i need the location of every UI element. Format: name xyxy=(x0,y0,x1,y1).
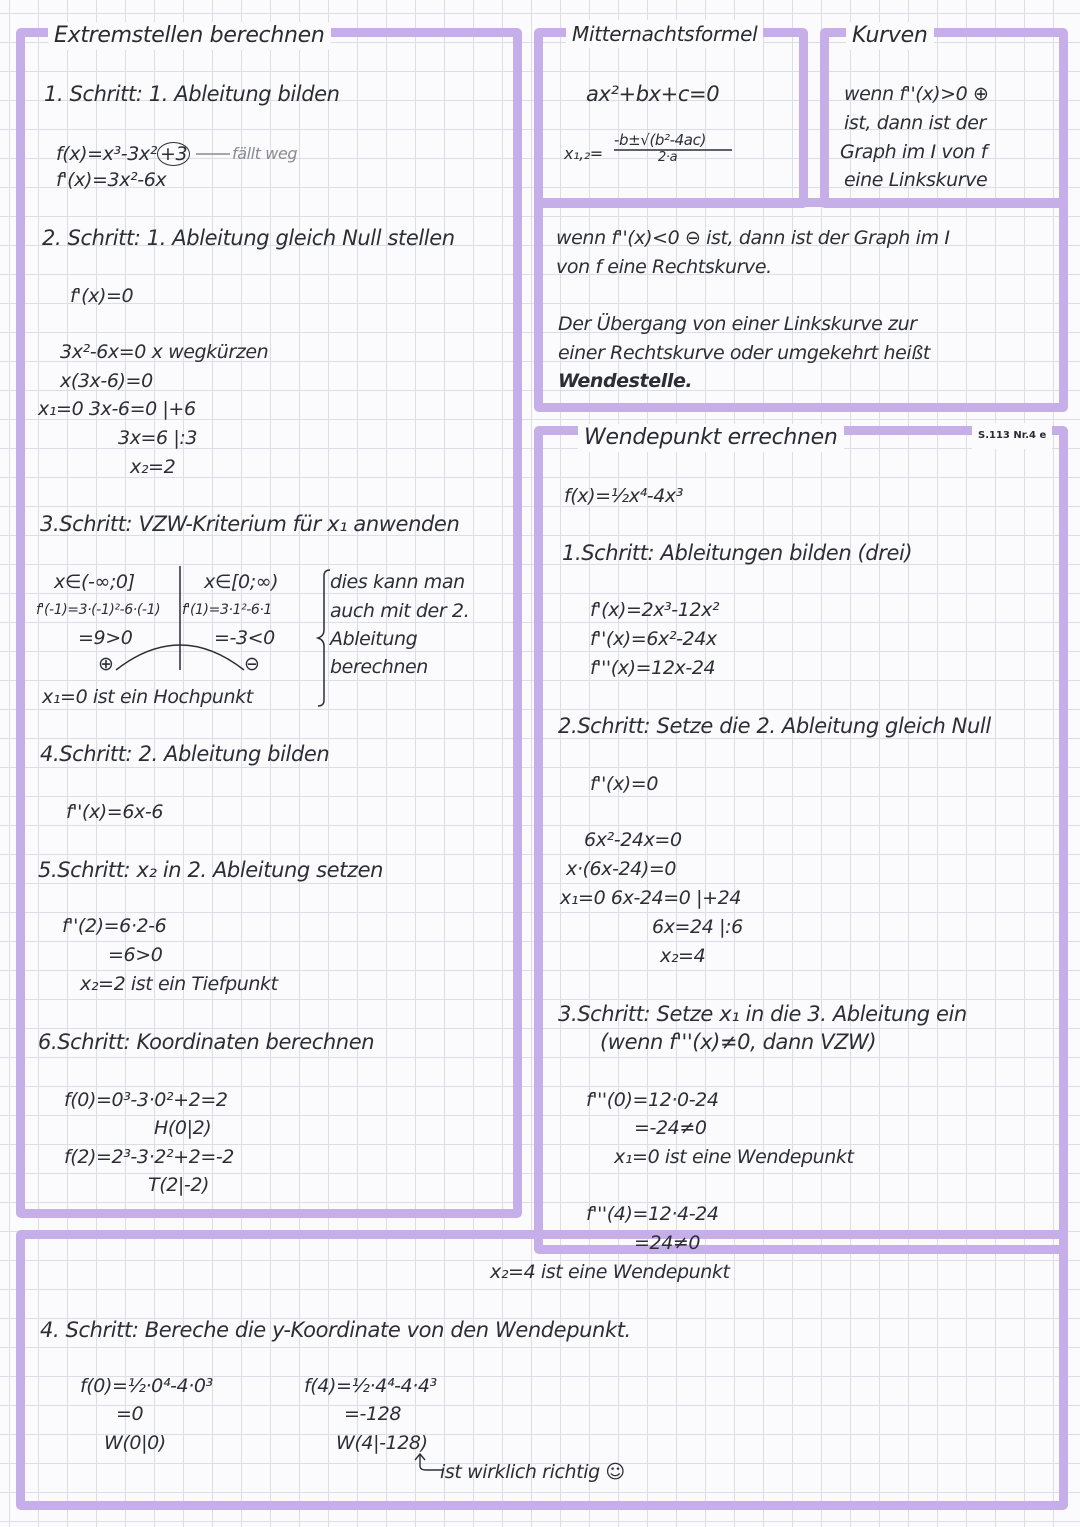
vzw-minus-sign: ⊖ xyxy=(244,653,260,675)
ex-function-constant: +3 xyxy=(157,142,190,166)
bottom-b-line1: f(4)=½·4⁴-4·4³ xyxy=(304,1375,437,1397)
uebergang-line1: Der Übergang von einer Linkskurve zur xyxy=(558,313,917,335)
ex-s5-line1: f''(2)=6·2-6 xyxy=(62,915,167,937)
ex-s6-line3: f(2)=2³-3·2²+2=-2 xyxy=(64,1146,234,1168)
bottom-a-line1: f(0)=½·0⁴-4·0³ xyxy=(80,1375,213,1397)
vzw-note-line4: berechnen xyxy=(330,656,428,678)
vzw-sketch xyxy=(30,560,330,700)
ex-s6-line2: H(0|2) xyxy=(154,1117,212,1139)
ex-note-connector xyxy=(196,150,236,160)
vzw-note-line2: auch mit der 2. xyxy=(330,600,470,622)
ex-s6-line4: T(2|-2) xyxy=(148,1174,210,1196)
ex-s5-line2: =6>0 xyxy=(108,944,163,966)
wp-s3-line4: f'''(4)=12·4-24 xyxy=(586,1203,719,1225)
mf-numerator: -b±√(b²-4ac) xyxy=(614,131,706,149)
ex-step3: 3.Schritt: VZW-Kriterium für x₁ anwenden xyxy=(40,512,460,536)
wp-step1: 1.Schritt: Ableitungen bilden (drei) xyxy=(562,541,913,565)
mf-denominator: 2·a xyxy=(658,150,678,165)
vzw-note-line3: Ableitung xyxy=(330,628,418,650)
ex-derivative1: f'(x)=3x²-6x xyxy=(56,169,167,191)
rechtskurve-line2: von f eine Rechtskurve. xyxy=(556,256,772,278)
mf-lhs: x₁,₂= xyxy=(564,144,603,163)
wp-s3-line5: =24≠0 xyxy=(634,1232,701,1254)
bottom-a-line2: =0 xyxy=(116,1403,144,1425)
ex-s2-line3: x(3x-6)=0 xyxy=(60,370,153,392)
wendepunkt-title: Wendepunkt errechnen xyxy=(578,424,844,452)
vzw-right-result: =-3<0 xyxy=(214,627,275,649)
kurven-line1: wenn f''(x)>0 ⊕ xyxy=(844,83,989,105)
extremstellen-title: Extremstellen berechnen xyxy=(48,22,331,50)
vzw-right-calc: f'(1)=3·1²-6·1 xyxy=(182,602,272,618)
vzw-left-interval: x∈(-∞;0] xyxy=(54,571,135,593)
mf-equation: ax²+bx+c=0 xyxy=(586,82,720,106)
wp-derivative2: f''(x)=6x²-24x xyxy=(590,628,717,650)
vzw-plus-sign: ⊕ xyxy=(98,653,114,675)
wp-function: f(x)=½x⁴-4x³ xyxy=(564,485,683,507)
wp-step3-line2: (wenn f'''(x)≠0, dann VZW) xyxy=(600,1030,877,1054)
wp-s3-line1: f'''(0)=12·0-24 xyxy=(586,1089,719,1111)
ex-step2: 2. Schritt: 1. Ableitung gleich Null stellen xyxy=(42,226,455,250)
wendestelle-term: Wendestelle. xyxy=(558,370,693,392)
ex-s5-line3: x₂=2 ist ein Tiefpunkt xyxy=(80,973,278,995)
bottom-a-line3: W(0|0) xyxy=(104,1432,166,1454)
rechtskurve-line1: wenn f''(x)<0 ⊖ ist, dann ist der Graph im I xyxy=(556,227,950,249)
vzw-left-calc: f'(-1)=3·(-1)²-6·(-1) xyxy=(36,602,161,618)
vzw-conclusion: x₁=0 ist ein Hochpunkt xyxy=(42,686,253,708)
wp-s3-line6: x₂=4 ist eine Wendepunkt xyxy=(490,1261,730,1283)
ex-step4: 4.Schritt: 2. Ableitung bilden xyxy=(40,742,330,766)
wp-s2-line5: 6x=24 |:6 xyxy=(652,916,743,938)
kurven-line4: eine Linkskurve xyxy=(844,169,988,191)
wp-step2: 2.Schritt: Setze die 2. Ableitung gleich Null xyxy=(558,714,991,738)
wp-s3-line2: =-24≠0 xyxy=(634,1117,707,1139)
bottom-b-line3: W(4|-128) xyxy=(336,1432,428,1454)
wp-s3-line3: x₁=0 ist eine Wendepunkt xyxy=(614,1146,854,1168)
ex-function-note: fällt weg xyxy=(232,144,298,163)
ex-s4-line1: f''(x)=6x-6 xyxy=(66,801,164,823)
ex-s2-line6: x₂=2 xyxy=(130,456,176,478)
uebergang-line2: einer Rechtskurve oder umgekehrt heißt xyxy=(558,342,930,364)
ex-step6: 6.Schritt: Koordinaten berechnen xyxy=(38,1030,375,1054)
kurven-line2: ist, dann ist der xyxy=(844,112,986,134)
wp-s2-line2: 6x²-24x=0 xyxy=(584,829,682,851)
kurven-title: Kurven xyxy=(846,22,934,50)
wp-s2-line3: x·(6x-24)=0 xyxy=(566,858,677,880)
mitternachtsformel-title: Mitternachtsformel xyxy=(566,20,763,48)
mitternachtsformel-frame xyxy=(534,28,808,208)
wp-s2-line4: x₁=0 6x-24=0 |+24 xyxy=(560,887,742,909)
reference-label: S.113 Nr.4 e xyxy=(972,423,1052,449)
bottom-step4: 4. Schritt: Bereche die y-Koordinate von den Wendepunkt. xyxy=(40,1318,631,1342)
ex-s2-line1: f'(x)=0 xyxy=(70,285,134,307)
kurven-line3: Graph im I von f xyxy=(840,141,988,163)
ex-s2-line4: x₁=0 3x-6=0 |+6 xyxy=(38,398,196,420)
ex-s6-line1: f(0)=0³-3·0²+2=2 xyxy=(64,1089,228,1111)
bottom-note: ist wirklich richtig ☺ xyxy=(440,1461,625,1483)
vzw-left-result: =9>0 xyxy=(78,627,133,649)
vzw-right-interval: x∈[0;∞) xyxy=(204,571,279,593)
wp-s2-line6: x₂=4 xyxy=(660,945,706,967)
bottom-b-line2: =-128 xyxy=(344,1403,402,1425)
ex-step5: 5.Schritt: x₂ in 2. Ableitung setzen xyxy=(38,858,384,882)
ex-function: f(x)=x³-3x² +3 xyxy=(56,142,190,166)
ex-s2-line2: 3x²-6x=0 x wegkürzen xyxy=(60,341,269,363)
ex-s2-line5: 3x=6 |:3 xyxy=(118,427,198,449)
wp-derivative3: f'''(x)=12x-24 xyxy=(590,657,716,679)
wp-derivative1: f'(x)=2x³-12x² xyxy=(590,599,720,621)
wp-s2-line1: f''(x)=0 xyxy=(590,773,659,795)
wp-step3-line1: 3.Schritt: Setze x₁ in die 3. Ableitung ein xyxy=(558,1002,967,1026)
ex-step1: 1. Schritt: 1. Ableitung bilden xyxy=(44,82,340,106)
vzw-note-line1: dies kann man xyxy=(330,571,465,593)
